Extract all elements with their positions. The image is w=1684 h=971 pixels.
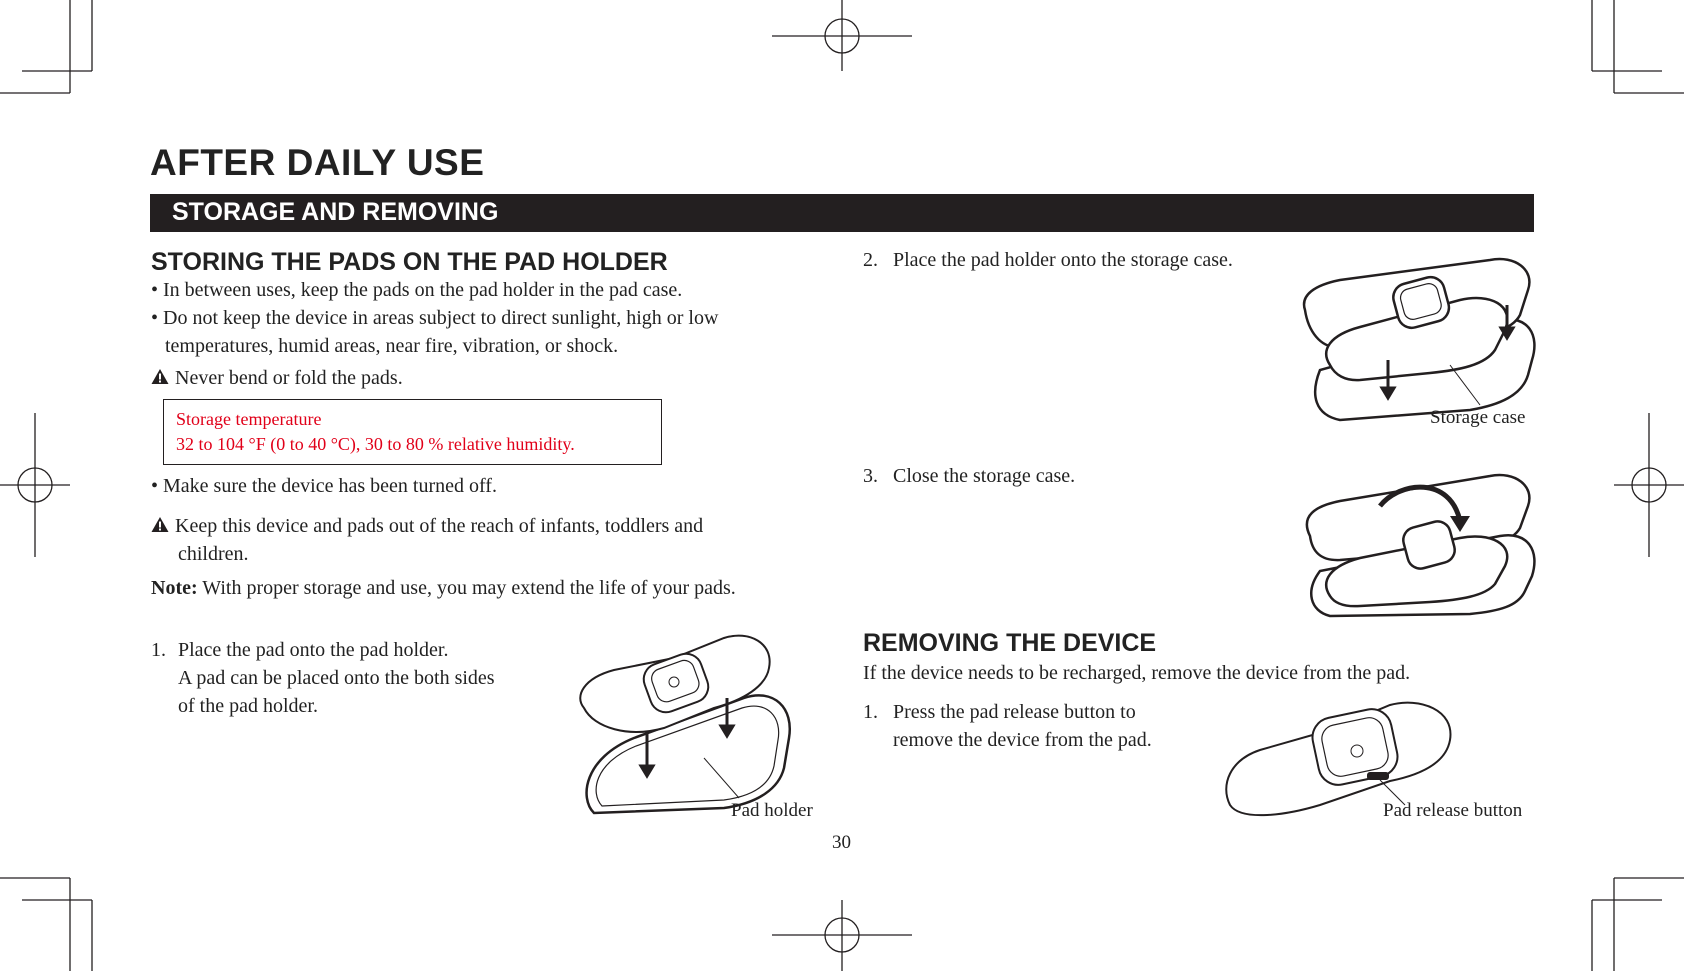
page-number: 30 xyxy=(832,832,851,853)
pad-holder-caption: Pad holder xyxy=(731,800,813,821)
removing-heading: REMOVING THE DEVICE xyxy=(863,629,1157,657)
bullet-turned-off: • Make sure the device has been turned off. xyxy=(151,475,497,497)
storing-heading: STORING THE PADS ON THE PAD HOLDER xyxy=(151,248,668,276)
note-text: With proper storage and use, you may extend the life of your pads. xyxy=(197,577,736,599)
removing-step1-line2: remove the device from the pad. xyxy=(893,729,1152,751)
note-label: Note: xyxy=(151,577,198,599)
storage-case-illustration xyxy=(1300,255,1545,425)
step1-line3: of the pad holder. xyxy=(178,695,318,717)
warning-keep-away xyxy=(151,512,703,540)
removing-intro: If the device needs to be recharged, remove the device from the pad. xyxy=(863,662,1411,684)
warning-keep-away-cont: children. xyxy=(178,543,249,565)
closing-case-illustration xyxy=(1300,466,1545,626)
warning-never-bend-text: Never bend or fold the pads. xyxy=(175,367,403,389)
note xyxy=(151,574,736,602)
warning-keep-away-text: Keep this device and pads out of the reach of infants, toddlers and xyxy=(175,515,704,537)
storage-temperature-value: 32 to 104 °F (0 to 40 °C), 30 to 80 % relative humidity. xyxy=(176,434,575,454)
step1-line2: A pad can be placed onto the both sides xyxy=(178,667,495,689)
bullet-do-not-keep-cont: temperatures, humid areas, near fire, vibration, or shock. xyxy=(165,335,619,357)
pad-holder-illustration xyxy=(574,628,824,818)
bullet-in-between: • In between uses, keep the pads on the pad holder in the pad case. xyxy=(151,279,683,301)
storage-temperature-box xyxy=(163,399,662,465)
storage-temperature-title: Storage temperature xyxy=(176,409,322,429)
warning-never-bend xyxy=(151,364,403,392)
step3-number: 3. xyxy=(863,465,878,487)
removing-step1-number: 1. xyxy=(863,701,878,723)
pad-release-caption: Pad release button xyxy=(1383,800,1523,821)
step1-number: 1. xyxy=(151,639,166,661)
storage-case-caption: Storage case xyxy=(1430,407,1526,428)
bullet-do-not-keep: • Do not keep the device in areas subject to direct sunlight, high or low xyxy=(151,307,719,329)
warning-triangle-icon xyxy=(151,368,169,385)
step3-text: Close the storage case. xyxy=(893,465,1076,487)
removing-step1-line1: Press the pad release button to xyxy=(893,701,1136,723)
step2-text: Place the pad holder onto the storage case. xyxy=(893,249,1233,271)
warning-triangle-icon xyxy=(151,516,169,533)
section-bar-label: STORAGE AND REMOVING xyxy=(172,198,499,226)
step1-line1: Place the pad onto the pad holder. xyxy=(178,639,449,661)
section-bar xyxy=(150,194,1534,232)
step2-number: 2. xyxy=(863,249,878,271)
page-title: AFTER DAILY USE xyxy=(150,142,485,183)
